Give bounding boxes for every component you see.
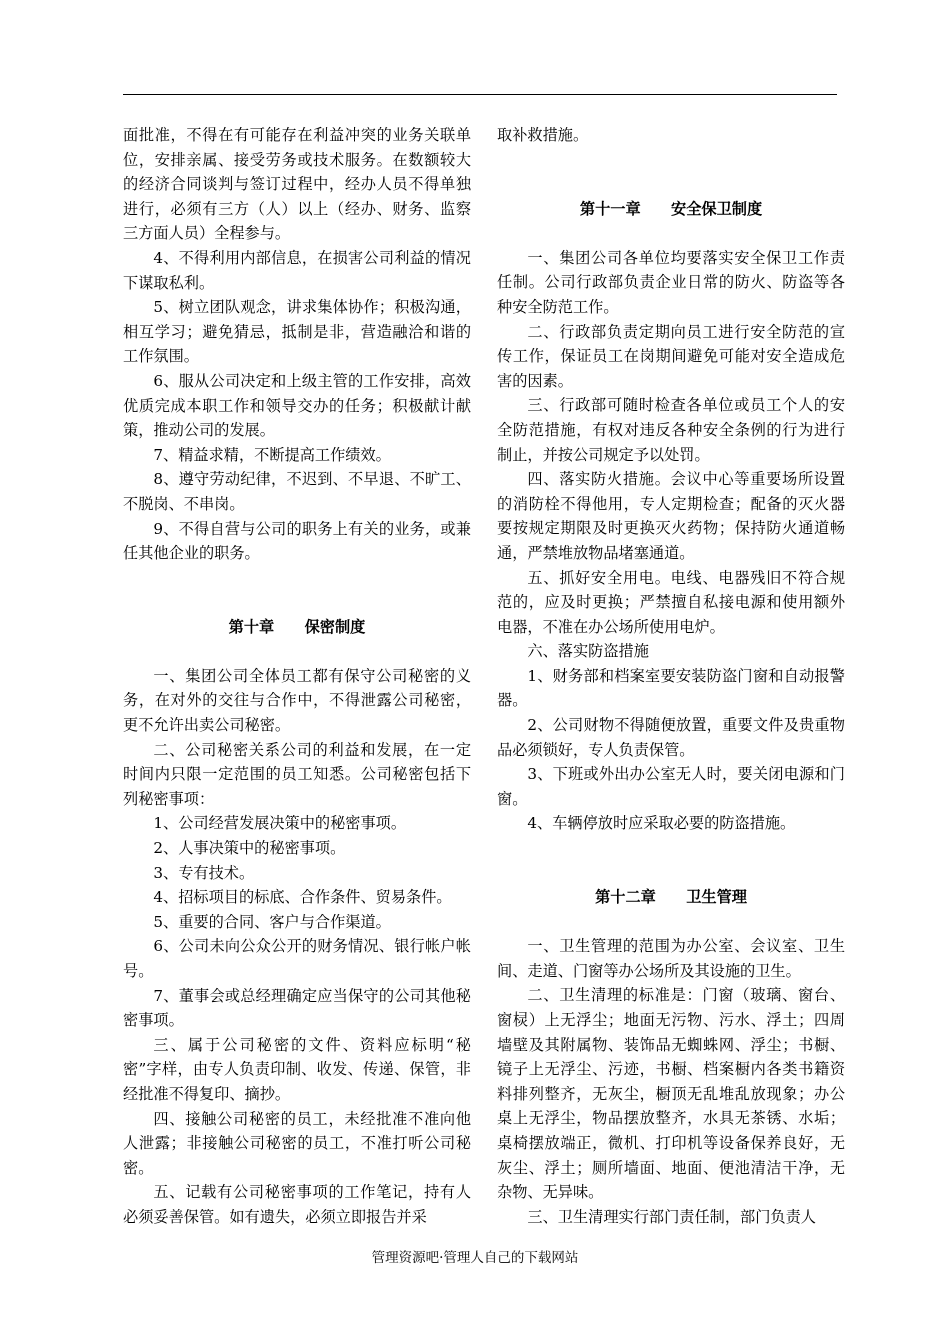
paragraph: 二、行政部负责定期向员工进行安全防范的宣传工作，保证员工在岗期间避免可能对安全造成危害的因素。 [497,322,845,390]
paragraph: 6、公司未向公众公开的财务情况、银行帐户帐号。 [123,937,471,980]
paragraph: 8、遵守劳动纪律，不迟到、不早退、不旷工、不脱岗、不串岗。 [123,470,471,513]
paragraph: 五、抓好安全用电。电线、电器残旧不符合规范的，应及时更换；严禁擅自私接电源和使用额外电器，不准在办公场所使用电炉。 [497,568,845,636]
chapter-10-title: 第十章 保密制度 [228,617,366,636]
paragraph: 9、不得自营与公司的职务上有关的业务，或兼任其他企业的职务。 [123,519,471,563]
paragraph: 六、落实防盗措施 [527,642,649,661]
paragraph: 4、不得利用内部信息，在损害公司利益的情况下谋取私利。 [123,248,471,292]
paragraph: 7、董事会或总经理确定应当保守的公司其他秘密事项。 [123,986,471,1030]
paragraph: 取补救措施。 [497,126,589,144]
paragraph: 面批准，不得在有可能存在利益冲突的业务关联单位，安排亲属、接受劳务或技术服务。在数额较大的经济合同谈判与签订过程中，经办人员不得单独进行，必须有三方（人）以上（经办、财务、监察三方面人员）全程参与。 [123,126,471,243]
paragraph: 2、公司财物不得随便放置，重要文件及贵重物品必须锁好，专人负责保管。 [497,716,845,759]
paragraph: 三、行政部可随时检查各单位或员工个人的安全防范措施，有权对违反各种安全条例的行为进行制止，并按公司规定予以处罚。 [497,396,845,464]
right-column [497,123,845,1229]
page-footer: 管理资源吧·管理人自己的下载网站 [371,1250,579,1266]
paragraph: 2、人事决策中的秘密事项。 [153,839,346,858]
left-column [123,123,471,1230]
header-rule [123,94,837,95]
chapter-12-title: 第十二章 卫生管理 [595,888,747,907]
paragraph: 1、财务部和档案室要安装防盗门窗和自动报警器。 [497,666,845,710]
paragraph: 4、招标项目的标底、合作条件、贸易条件。 [153,888,452,907]
paragraph: 一、集团公司全体员工都有保守公司秘密的义务，在对外的交往与合作中，不得泄露公司秘密，更不允许出卖公司秘密。 [123,666,471,735]
paragraph: 四、接触公司秘密的员工，未经批准不准向他人泄露；非接触公司秘密的员工，不准打听公司秘密。 [123,1109,471,1177]
paragraph: 三、属于公司秘密的文件、资料应标明“秘密”字样，由专人负责印制、收发、传递、保管，非经批准不得复印、摘抄。 [123,1035,471,1103]
paragraph: 一、卫生管理的范围为办公室、会议室、卫生间、走道、门窗等办公场所及其设施的卫生。 [497,937,845,980]
paragraph: 3、下班或外出办公室无人时，要关闭电源和门窗。 [497,765,845,808]
paragraph: 5、重要的合同、客户与合作渠道。 [153,912,391,931]
paragraph: 7、精益求精，不断提高工作绩效。 [153,445,391,464]
chapter-11-title: 第十一章 安全保卫制度 [579,199,763,218]
paragraph: 二、卫生清理的标准是：门窗（玻璃、窗台、窗棂）上无浮尘；地面无污物、污水、浮土；四周墙壁及其附属物、装饰品无蜘蛛网、浮尘；书橱、镜子上无浮尘、污迹，书橱、档案橱内各类书籍资料排列整齐，无灰尘，橱顶无乱堆乱放现象；办公桌上无浮尘，物品摆放整齐，水具无茶锈、水垢；桌椅摆放端正，微机、打印机等设备保养良好，无灰尘、浮土；厕所墙面、地面、便池清洁干净，无杂物、无异味。 [497,986,845,1202]
paragraph: 5、树立团队观念，讲求集体协作；积极沟通，相互学习；避免猜忌，抵制是非，营造融洽和谐的工作氛围。 [123,298,471,366]
paragraph: 五、记载有公司秘密事项的工作笔记，持有人必须妥善保管。如有遗失，必须立即报告并采 [123,1183,471,1226]
paragraph: 1、公司经营发展决策中的秘密事项。 [153,814,407,833]
paragraph: 3、专有技术。 [153,863,255,882]
paragraph: 四、落实防火措施。会议中心等重要场所设置的消防栓不得他用，专人定期检查；配备的灭火器要按规定期限及时更换灭火药物；保持防火通道畅通，严禁堆放物品堵塞通道。 [497,470,845,562]
paragraph: 6、服从公司决定和上级主管的工作安排，高效优质完成本职工作和领导交办的任务；积极献计献策，推动公司的发展。 [123,371,471,440]
paragraph: 二、公司秘密关系公司的利益和发展，在一定时间内只限一定范围的员工知悉。公司秘密包括下列秘密事项： [123,740,471,808]
paragraph: 三、卫生清理实行部门责任制，部门负责人 [527,1207,816,1226]
paragraph: 一、集团公司各单位均要落实安全保卫工作责任制。公司行政部负责企业日常的防火、防盗等各种安全防范工作。 [497,248,845,316]
paragraph: 4、车辆停放时应采取必要的防盗措施。 [527,814,796,833]
